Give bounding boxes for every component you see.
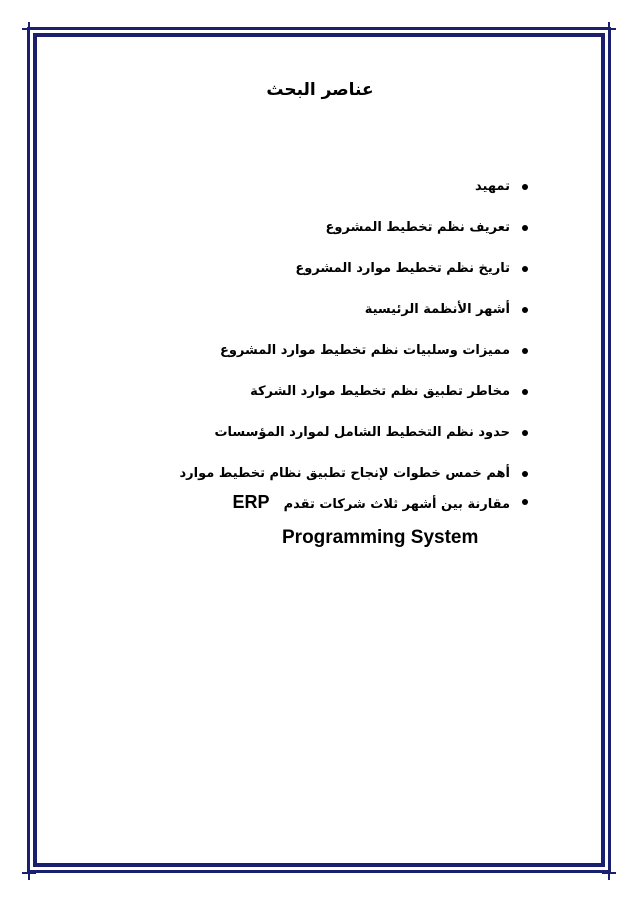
list-item — [108, 176, 528, 217]
bullet-icon — [522, 471, 528, 477]
corner-ornament-bottom-right — [602, 866, 616, 880]
corner-ornament-bottom-left — [22, 866, 36, 880]
list-item-continuation: Programming System — [282, 527, 479, 548]
list-item — [108, 299, 528, 340]
corner-ornament-top-left — [22, 22, 36, 36]
list-item-text: تعريف نظم تخطيط المشروع — [325, 220, 510, 235]
bullet-icon — [522, 184, 528, 190]
bullet-icon — [522, 307, 528, 313]
page-title: عناصر البحث — [266, 80, 374, 100]
list-item-text: أشهر الأنظمة الرئيسية — [364, 302, 510, 317]
erp-label: ERP — [232, 492, 270, 512]
list-item-text: تاريخ نظم تخطيط موارد المشروع — [295, 261, 510, 276]
contents-list — [108, 176, 528, 516]
list-item-text: مميزات وسلبيات نظم تخطيط موارد المشروع — [219, 343, 510, 358]
bullet-icon — [522, 389, 528, 395]
list-item-text: أهم خمس خطوات لإنجاح تطبيق نظام تخطيط موارد — [179, 466, 510, 481]
list-item — [108, 381, 528, 422]
list-item-text: حدود نظم التخطيط الشامل لموارد المؤسسات — [214, 425, 510, 440]
list-item — [108, 340, 528, 381]
bullet-icon — [522, 499, 528, 505]
bullet-icon — [522, 225, 528, 231]
list-item-text: تمهيد — [475, 179, 510, 194]
bullet-icon — [522, 348, 528, 354]
list-item — [108, 463, 528, 491]
list-item-text: مقارنة بين أشهر ثلاث شركات تقدم — [283, 497, 510, 512]
list-item — [108, 217, 528, 258]
list-item — [108, 422, 528, 463]
bullet-icon — [522, 430, 528, 436]
list-item-text: مخاطر تطبيق نظم تخطيط موارد الشركة — [250, 384, 510, 399]
list-item — [108, 258, 528, 299]
corner-ornament-top-right — [602, 22, 616, 36]
list-item — [108, 491, 528, 516]
bullet-icon — [522, 266, 528, 272]
